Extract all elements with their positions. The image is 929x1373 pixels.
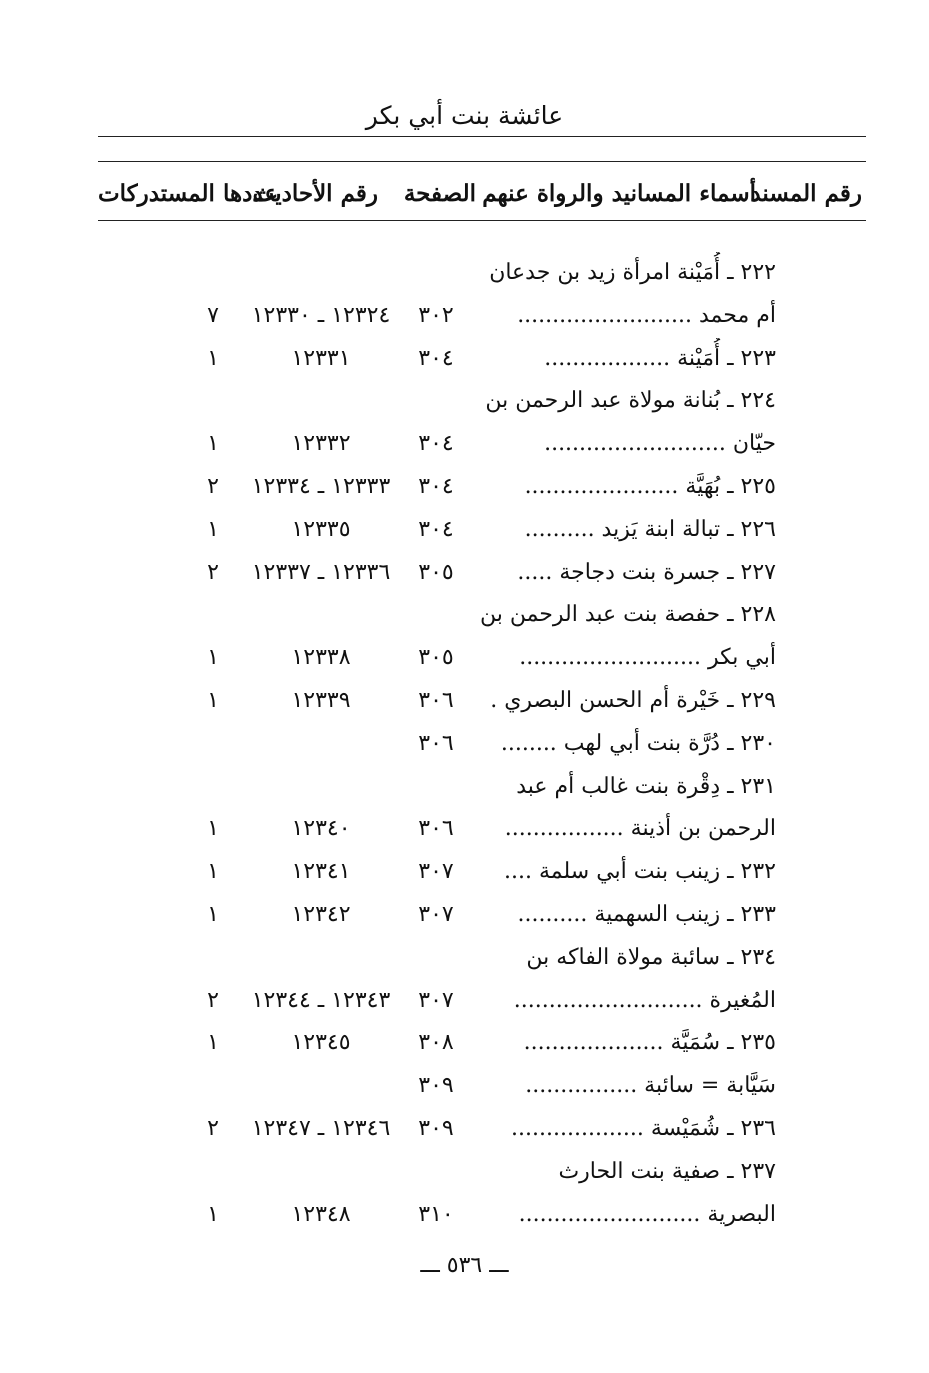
row-page: ٣٠٥	[418, 645, 454, 671]
row-page: ٣٠٦	[418, 687, 454, 713]
row-count: ٢	[207, 473, 219, 499]
row-hadith: ١٢٣٣٥	[291, 516, 351, 542]
row-name: ٢٢٨ ـ حفصة بنت عبد الرحمن بن	[479, 602, 776, 628]
row-page: ٣٠٩	[418, 1115, 454, 1141]
header-rule-bottom	[98, 220, 866, 221]
row-hadith: ١٢٣٤٥	[291, 1030, 351, 1056]
table-row	[98, 937, 866, 980]
column-header-count: عددها المستدركات	[98, 180, 279, 207]
row-hadith: ١٢٣٣٢	[291, 431, 351, 457]
row-page: ٣١٠	[418, 1201, 454, 1227]
row-page: ٣٠٧	[418, 987, 454, 1013]
row-page: ٣٠٨	[418, 1030, 454, 1056]
row-name: سَيَّابة = سائبة ................	[525, 1073, 776, 1099]
table-row	[98, 680, 866, 723]
row-name: ٢٣٠ ـ دُرَّة بنت أبي لهب ........	[500, 730, 776, 756]
row-count: ١	[207, 645, 219, 671]
row-page: ٣٠٤	[418, 516, 454, 542]
header-rule-top	[98, 136, 866, 137]
table-row	[98, 980, 866, 1023]
page-number: ـــ ٥٣٦ ـــ	[420, 1253, 509, 1278]
row-count: ١	[207, 859, 219, 885]
table-row	[98, 1065, 866, 1108]
column-header-hadith: رقم الأحاديث	[252, 180, 378, 207]
column-header-names: أسماء المسانيد والرواة عنهم	[482, 180, 756, 207]
row-hadith: ١٢٣٤٢	[291, 901, 351, 927]
column-header-page: الصفحة	[403, 180, 476, 207]
header-rule-middle	[98, 161, 866, 162]
running-title: عائشة بنت أبي بكر	[365, 101, 564, 130]
row-count: ١	[207, 901, 219, 927]
row-count: ١	[207, 516, 219, 542]
row-name: ٢٣٣ ـ زينب السهمية ..........	[517, 901, 776, 927]
table-row	[98, 1022, 866, 1065]
row-hadith: ١٢٣٣٣ ـ ١٢٣٣٤	[251, 473, 391, 499]
index-table	[98, 252, 866, 1236]
row-count: ٢	[207, 1115, 219, 1141]
row-hadith: ١٢٣٣٦ ـ ١٢٣٣٧	[251, 559, 391, 585]
row-name: الرحمن بن أذينة .................	[504, 816, 776, 842]
row-count: ٢	[207, 559, 219, 585]
table-row	[98, 766, 866, 809]
table-row	[98, 252, 866, 295]
row-name: حيّان ..........................	[544, 431, 776, 457]
table-row	[98, 723, 866, 766]
row-page: ٣٠٧	[418, 901, 454, 927]
table-row	[98, 637, 866, 680]
table-row	[98, 423, 866, 466]
column-headers	[98, 174, 866, 214]
row-count: ٢	[207, 987, 219, 1013]
row-name: ٢٢٣ ـ أُمَيْنة ..................	[544, 345, 776, 371]
row-count: ١	[207, 1030, 219, 1056]
table-row	[98, 808, 866, 851]
row-name: ٢٣٦ ـ شُمَيْسة ...................	[511, 1115, 776, 1141]
row-count: ١	[207, 1201, 219, 1227]
table-row	[98, 295, 866, 338]
row-name: ٢٣١ ـ دِقْرة بنت غالب أم عبد	[516, 773, 776, 799]
row-count: ١	[207, 345, 219, 371]
table-row	[98, 338, 866, 381]
row-name: ٢٢٦ ـ تبالة ابنة يَزيد ..........	[524, 516, 776, 542]
row-page: ٣٠٥	[418, 559, 454, 585]
row-name: أم محمد .........................	[517, 302, 776, 328]
column-header-number: رقم المسند	[750, 180, 862, 207]
row-name: ٢٢٥ ـ بُهَيَّة ......................	[524, 473, 776, 499]
row-page: ٣٠٦	[418, 816, 454, 842]
row-count: ١	[207, 687, 219, 713]
row-hadith: ١٢٣٣١	[291, 345, 351, 371]
table-row	[98, 466, 866, 509]
row-count: ٧	[207, 302, 219, 328]
row-name: المُغيرة ...........................	[513, 987, 776, 1013]
table-row	[98, 1194, 866, 1237]
row-hadith: ١٢٣٤٨	[291, 1201, 351, 1227]
row-page: ٣٠٤	[418, 431, 454, 457]
row-name: أبي بكر ..........................	[519, 645, 776, 671]
row-name: البصرية ..........................	[518, 1201, 776, 1227]
row-name: ٢٢٤ ـ بُنانة مولاة عبد الرحمن بن	[485, 388, 776, 414]
row-count: ١	[207, 431, 219, 457]
table-row	[98, 1108, 866, 1151]
table-row	[98, 509, 866, 552]
row-name: ٢٣٥ ـ سُمَيَّة ....................	[523, 1030, 776, 1056]
row-page: ٣٠٩	[418, 1073, 454, 1099]
row-name: ٢٣٤ ـ سائبة مولاة الفاكه بن	[526, 944, 776, 970]
row-hadith: ١٢٣٢٤ ـ ١٢٣٣٠	[251, 302, 391, 328]
row-name: ٢٣٧ ـ صفية بنت الحارث	[558, 1158, 776, 1184]
table-row	[98, 851, 866, 894]
table-row	[98, 1151, 866, 1194]
row-name: ٢٢٢ ـ أُمَيْنة امرأة زيد بن جدعان	[489, 260, 776, 285]
row-page: ٣٠٤	[418, 473, 454, 499]
row-hadith: ١٢٣٤٦ ـ ١٢٣٤٧	[251, 1115, 391, 1141]
row-page: ٣٠٤	[418, 345, 454, 371]
row-page: ٣٠٢	[418, 302, 454, 328]
row-name: ٢٢٩ ـ خَيْرة أم الحسن البصري .	[490, 687, 776, 713]
row-hadith: ١٢٣٤٣ ـ ١٢٣٤٤	[251, 987, 391, 1013]
row-hadith: ١٢٣٣٩	[291, 687, 351, 713]
table-row	[98, 552, 866, 595]
row-count: ١	[207, 816, 219, 842]
row-name: ٢٢٧ ـ جسرة بنت دجاجة .....	[517, 559, 776, 585]
row-hadith: ١٢٣٤٠	[291, 816, 351, 842]
table-row	[98, 594, 866, 637]
row-name: ٢٣٢ ـ زينب بنت أبي سلمة ....	[504, 859, 776, 885]
table-row	[98, 380, 866, 423]
row-hadith: ١٢٣٤١	[291, 859, 351, 885]
row-hadith: ١٢٣٣٨	[291, 645, 351, 671]
row-page: ٣٠٦	[418, 730, 454, 756]
row-page: ٣٠٧	[418, 859, 454, 885]
table-row	[98, 894, 866, 937]
